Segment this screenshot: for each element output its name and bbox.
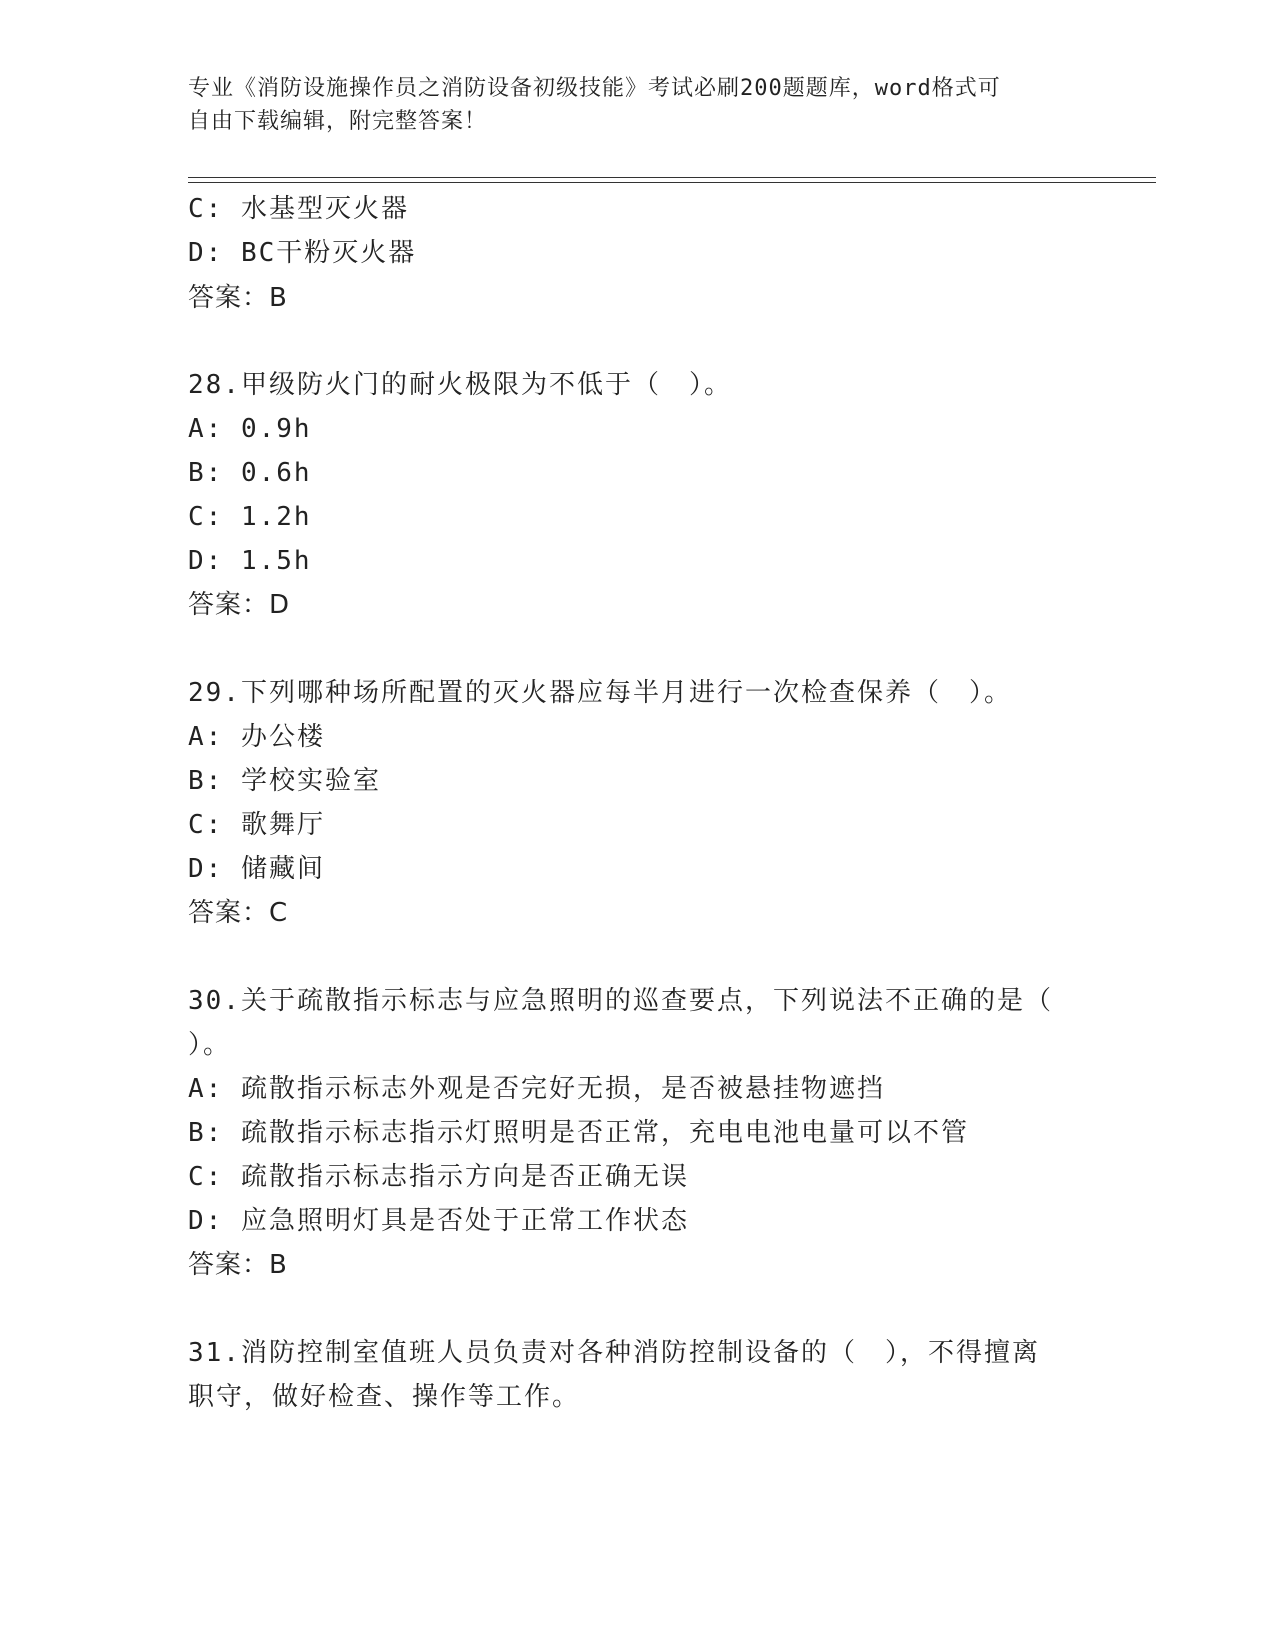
header-divider-bottom <box>188 182 1156 183</box>
q29-answer: 答案：C <box>188 898 289 928</box>
q28-option-a: A: 0.9h <box>188 414 312 444</box>
q30-option-d: D: 应急照明灯具是否处于正常工作状态 <box>188 1206 689 1236</box>
q30-option-c: C: 疏散指示标志指示方向是否正确无误 <box>188 1162 689 1192</box>
q30-option-b: B: 疏散指示标志指示灯照明是否正常，充电电池电量可以不管 <box>188 1118 969 1148</box>
q27-option-c: C: 水基型灭火器 <box>188 194 409 224</box>
q27-option-d: D: BC干粉灭火器 <box>188 238 417 268</box>
q28-question: 28.甲级防火门的耐火极限为不低于（ ）。 <box>188 370 732 400</box>
q28-option-b: B: 0.6h <box>188 458 312 488</box>
q31-question-line-2: 职守，做好检查、操作等工作。 <box>188 1382 581 1412</box>
q29-option-d: D: 储藏间 <box>188 854 325 884</box>
header-divider-top <box>188 177 1156 178</box>
q28-option-c: C: 1.2h <box>188 502 312 532</box>
q29-option-b: B: 学校实验室 <box>188 766 381 796</box>
q30-answer: 答案：B <box>188 1250 288 1280</box>
q30-option-a: A: 疏散指示标志外观是否完好无损，是否被悬挂物遮挡 <box>188 1074 885 1104</box>
q29-question: 29.下列哪种场所配置的灭火器应每半月进行一次检查保养（ ）。 <box>188 678 1012 708</box>
header-line-1: 专业《消防设施操作员之消防设备初级技能》考试必刷200题题库，word格式可 <box>188 76 1001 101</box>
q28-answer: 答案：D <box>188 590 291 620</box>
q30-question-line-1: 30.关于疏散指示标志与应急照明的巡查要点，下列说法不正确的是（ <box>188 986 1053 1016</box>
q30-question-line-2: ）。 <box>188 1030 232 1060</box>
document-header <box>188 72 1068 138</box>
q31-question-line-1: 31.消防控制室值班人员负责对各种消防控制设备的（ ），不得擅离 <box>188 1338 1040 1368</box>
header-line-2: 自由下载编辑，附完整答案！ <box>188 109 488 134</box>
q27-answer: 答案：B <box>188 283 288 313</box>
q29-option-c: C: 歌舞厅 <box>188 810 325 840</box>
q28-option-d: D: 1.5h <box>188 546 312 576</box>
q29-option-a: A: 办公楼 <box>188 722 325 752</box>
